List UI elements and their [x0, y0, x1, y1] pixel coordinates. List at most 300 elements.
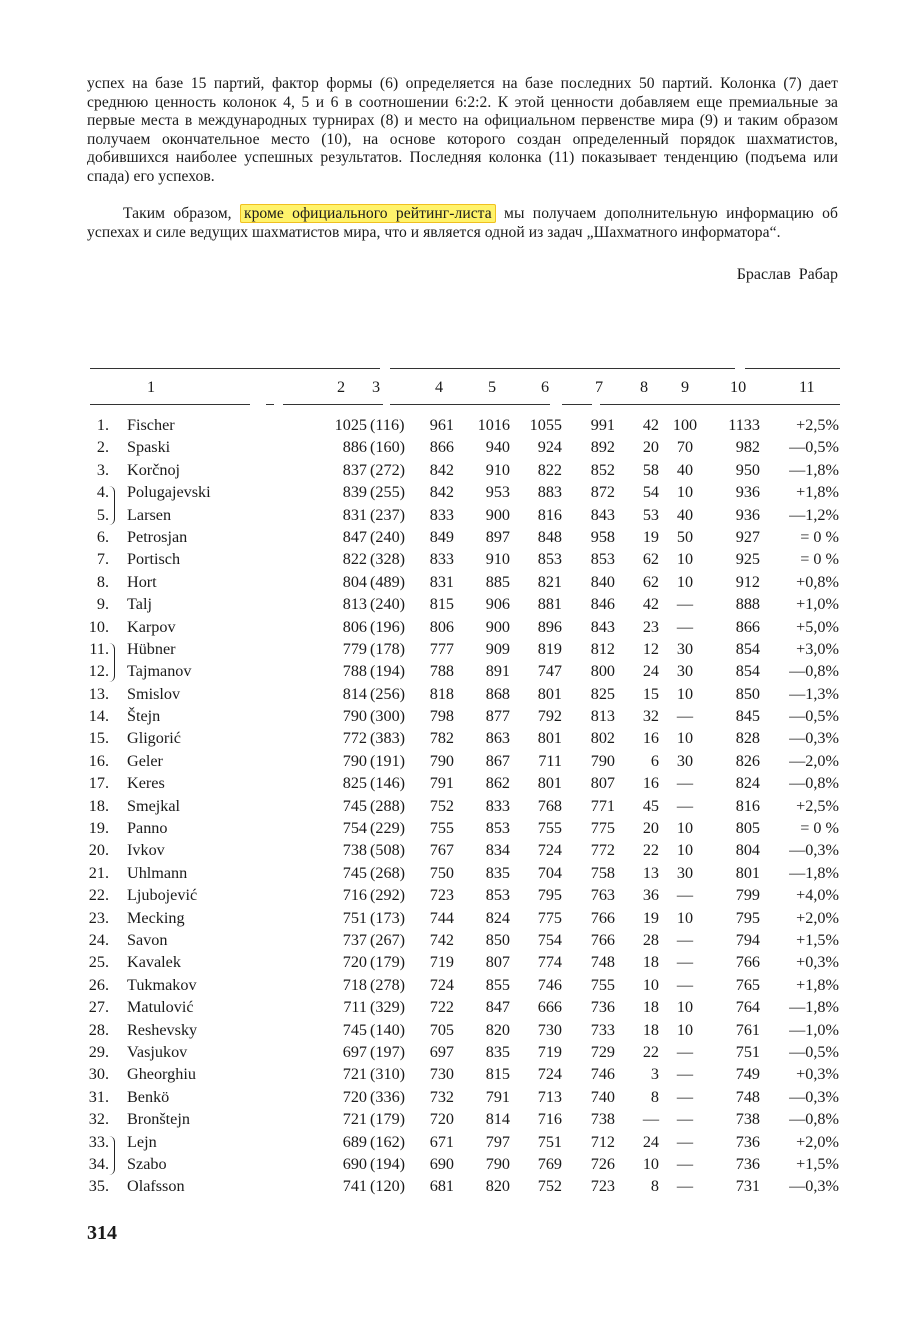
col-8-cell: 3 — [650, 1065, 659, 1084]
trend-cell: —0,5% — [789, 1042, 839, 1061]
col-4-cell: 697 — [429, 1042, 454, 1061]
player-name-cell: Spaski — [127, 438, 171, 457]
col-6-cell: 716 — [537, 1110, 562, 1129]
col-7-cell: 755 — [590, 975, 615, 994]
col-2-cell: 690 — [342, 1154, 367, 1173]
col-3-cell: (267) — [370, 930, 406, 949]
col-5-cell: 906 — [485, 595, 510, 614]
rank-cell: 13. — [88, 684, 109, 703]
rank-cell: 16. — [88, 751, 109, 770]
tie-brace — [109, 1136, 115, 1175]
table-row — [87, 1088, 842, 1110]
col-2-cell: 886 — [342, 438, 367, 457]
rank-cell: 20. — [88, 841, 109, 860]
col-9-cell: 100 — [672, 416, 698, 434]
col-10-cell: 795 — [735, 908, 760, 927]
col-10-cell: 950 — [735, 460, 760, 479]
col-5-cell: 835 — [485, 863, 510, 882]
col-4-cell: 790 — [429, 751, 454, 770]
trend-cell: —0,3% — [789, 1177, 839, 1196]
col-10-cell: 816 — [735, 796, 760, 815]
col-10-cell: 925 — [735, 550, 760, 569]
rank-cell: 33. — [88, 1132, 109, 1151]
col-3-cell: (256) — [370, 684, 406, 703]
col-6-cell: 754 — [537, 930, 562, 949]
col-10-cell: 749 — [735, 1065, 760, 1084]
trend-cell: +0,8% — [796, 572, 839, 591]
player-name-cell: Lejn — [127, 1132, 157, 1151]
col-2-cell: 831 — [342, 505, 367, 524]
col-9-cell: — — [676, 1042, 694, 1061]
col-6-cell: 775 — [537, 908, 562, 927]
col-4-cell: 723 — [429, 886, 454, 905]
col-7-cell: 802 — [590, 729, 615, 748]
col-7-cell: 846 — [590, 595, 615, 614]
col-9-cell: — — [676, 1110, 694, 1129]
table-row — [87, 573, 842, 595]
col-8-cell: 12 — [642, 639, 659, 658]
col-4-cell: 742 — [429, 930, 454, 949]
col-5-cell: 885 — [485, 572, 510, 591]
col-10-cell: 731 — [735, 1177, 760, 1196]
col-6-cell: 755 — [537, 819, 562, 838]
col-7-cell: 812 — [590, 639, 615, 658]
col-10-cell: 736 — [735, 1154, 760, 1173]
rank-cell: 5. — [96, 505, 109, 524]
col-2-cell: 772 — [342, 729, 367, 748]
col-10-cell: 850 — [735, 684, 760, 703]
col-7-cell: 775 — [590, 819, 615, 838]
col-3-cell: (237) — [370, 505, 406, 524]
trend-cell: —1,8% — [789, 863, 839, 882]
col-10-cell: 936 — [735, 505, 760, 524]
col-4-cell: 722 — [429, 998, 454, 1017]
col-6-cell: 752 — [537, 1177, 562, 1196]
col-6-cell: 704 — [537, 863, 562, 882]
col-9-cell: 30 — [676, 863, 694, 882]
table-row — [87, 1021, 842, 1043]
col-6-cell: 924 — [537, 438, 562, 457]
trend-cell: —2,0% — [789, 751, 839, 770]
col-7-cell: 738 — [590, 1110, 615, 1129]
trend-cell: +2,0% — [796, 908, 839, 927]
col-7-cell: 991 — [590, 416, 615, 434]
col-10-cell: 805 — [735, 819, 760, 838]
col-10-cell: 766 — [735, 953, 760, 972]
col-3-cell: (292) — [370, 886, 406, 905]
table-row — [87, 864, 842, 886]
col-8-cell: 23 — [642, 617, 659, 636]
col-6-cell: 724 — [537, 841, 562, 860]
rank-cell: 17. — [88, 774, 109, 793]
trend-cell: —1,2% — [789, 505, 839, 524]
rank-cell: 26. — [88, 975, 109, 994]
col-10-cell: 854 — [735, 639, 760, 658]
col-2-cell: 745 — [342, 796, 367, 815]
col-3-cell: (146) — [370, 774, 406, 793]
col-9-cell: 50 — [676, 527, 694, 546]
col-9-cell: — — [676, 1087, 694, 1106]
col-10-cell: 824 — [735, 774, 760, 793]
col-10-cell: 1133 — [728, 416, 760, 434]
col-3-cell: (140) — [370, 1020, 406, 1039]
col-7-cell: 872 — [590, 483, 615, 502]
col-6-cell: 730 — [537, 1020, 562, 1039]
col-8-cell: 53 — [642, 505, 659, 524]
col-8-cell: 6 — [650, 751, 659, 770]
col-9-cell: 10 — [676, 550, 694, 569]
col-5-cell: 853 — [485, 819, 510, 838]
player-name-cell: Korčnoj — [127, 460, 181, 479]
col-header-4: 4 — [435, 378, 444, 396]
col-10-cell: 799 — [735, 886, 760, 905]
col-9-cell: 10 — [676, 819, 694, 838]
col-5-cell: 855 — [485, 975, 510, 994]
col-6-cell: 666 — [537, 998, 562, 1017]
col-3-cell: (120) — [370, 1177, 406, 1196]
col-5-cell: 1016 — [477, 416, 510, 434]
col-7-cell: 736 — [590, 998, 615, 1017]
col-header-9: 9 — [681, 378, 690, 396]
col-7-cell: 766 — [590, 908, 615, 927]
col-header-5: 5 — [488, 378, 497, 396]
col-7-cell: 813 — [590, 707, 615, 726]
col-7-cell: 723 — [590, 1177, 615, 1196]
col-9-cell: — — [676, 1154, 694, 1173]
col-7-cell: 958 — [590, 527, 615, 546]
table-row — [87, 595, 842, 617]
player-name-cell: Gheorghiu — [127, 1065, 196, 1084]
col-6-cell: 821 — [537, 572, 562, 591]
player-name-cell: Štejn — [127, 707, 161, 726]
rank-cell: 18. — [88, 796, 109, 815]
col-9-cell: 30 — [676, 662, 694, 681]
table-row — [87, 819, 842, 841]
col-3-cell: (179) — [370, 953, 406, 972]
col-7-cell: 726 — [590, 1154, 615, 1173]
col-5-cell: 834 — [485, 841, 510, 860]
col-8-cell: 54 — [642, 483, 659, 502]
col-10-cell: 761 — [735, 1020, 760, 1039]
table-row — [87, 1133, 842, 1155]
col-3-cell: (310) — [370, 1065, 406, 1084]
col-3-cell: (268) — [370, 863, 406, 882]
col-2-cell: 721 — [342, 1110, 367, 1129]
paragraph-2-start: Таким образом, — [123, 205, 240, 222]
col-8-cell: 58 — [642, 460, 659, 479]
trend-cell: +0,3% — [796, 1065, 839, 1084]
col-10-cell: 888 — [735, 595, 760, 614]
col-header-11: 11 — [799, 378, 815, 396]
col-4-cell: 866 — [429, 438, 454, 457]
col-5-cell: 909 — [485, 639, 510, 658]
table-row — [87, 752, 842, 774]
col-7-cell: 807 — [590, 774, 615, 793]
player-name-cell: Keres — [127, 774, 165, 793]
col-4-cell: 831 — [429, 572, 454, 591]
player-name-cell: Tukmakov — [127, 975, 197, 994]
col-3-cell: (229) — [370, 819, 406, 838]
col-3-cell: (162) — [370, 1132, 406, 1151]
col-2-cell: 741 — [342, 1177, 367, 1196]
table-row — [87, 886, 842, 908]
col-5-cell: 867 — [485, 751, 510, 770]
col-2-cell: 718 — [342, 975, 367, 994]
col-4-cell: 744 — [429, 908, 454, 927]
trend-cell: +1,8% — [796, 975, 839, 994]
rank-cell: 19. — [88, 819, 109, 838]
col-4-cell: 798 — [429, 707, 454, 726]
col-5-cell: 862 — [485, 774, 510, 793]
col-10-cell: 748 — [735, 1087, 760, 1106]
col-8-cell: 19 — [642, 908, 659, 927]
col-4-cell: 833 — [429, 505, 454, 524]
col-4-cell: 788 — [429, 662, 454, 681]
col-8-cell: 32 — [642, 707, 659, 726]
col-6-cell: 768 — [537, 796, 562, 815]
col-4-cell: 777 — [429, 639, 454, 658]
trend-cell: —1,0% — [789, 1020, 839, 1039]
col-4-cell: 961 — [429, 416, 454, 434]
rank-cell: 6. — [96, 527, 109, 546]
col-8-cell: 20 — [642, 438, 659, 457]
col-3-cell: (173) — [370, 908, 406, 927]
col-4-cell: 690 — [429, 1154, 454, 1173]
col-3-cell: (240) — [370, 527, 406, 546]
col-2-cell: 813 — [342, 595, 367, 614]
player-name-cell: Bronštejn — [127, 1110, 190, 1129]
col-4-cell: 750 — [429, 863, 454, 882]
table-row — [87, 841, 842, 863]
col-4-cell: 705 — [429, 1020, 454, 1039]
table-row — [87, 729, 842, 751]
player-name-cell: Kavalek — [127, 953, 181, 972]
col-7-cell: 712 — [590, 1132, 615, 1151]
player-name-cell: Smislov — [127, 684, 181, 703]
table-body — [87, 416, 842, 1200]
col-4-cell: 842 — [429, 460, 454, 479]
col-2-cell: 779 — [342, 639, 367, 658]
col-4-cell: 806 — [429, 617, 454, 636]
col-9-cell: — — [676, 1132, 694, 1151]
col-2-cell: 790 — [342, 707, 367, 726]
col-4-cell: 767 — [429, 841, 454, 860]
rank-cell: 29. — [88, 1042, 109, 1061]
rank-cell: 34. — [88, 1154, 109, 1173]
col-5-cell: 807 — [485, 953, 510, 972]
player-name-cell: Reshevsky — [127, 1020, 198, 1039]
col-10-cell: 736 — [735, 1132, 760, 1151]
col-5-cell: 820 — [485, 1177, 510, 1196]
player-name-cell: Polugajevski — [127, 483, 211, 502]
col-8-cell: 19 — [642, 527, 659, 546]
col-6-cell: 801 — [537, 774, 562, 793]
col-7-cell: 843 — [590, 505, 615, 524]
table-row — [87, 685, 842, 707]
col-7-cell: 825 — [590, 684, 615, 703]
player-name-cell: Larsen — [127, 505, 172, 524]
col-3-cell: (272) — [370, 460, 406, 479]
col-8-cell: 45 — [642, 796, 659, 815]
col-4-cell: 791 — [429, 774, 454, 793]
player-name-cell: Panno — [127, 819, 168, 838]
player-name-cell: Olafsson — [127, 1177, 185, 1196]
col-3-cell: (328) — [370, 550, 406, 569]
col-10-cell: 936 — [735, 483, 760, 502]
col-9-cell: 40 — [676, 460, 694, 479]
col-9-cell: 70 — [676, 438, 694, 457]
player-name-cell: Talj — [127, 595, 152, 614]
col-3-cell: (191) — [370, 751, 406, 770]
col-8-cell: 15 — [642, 684, 659, 703]
col-6-cell: 792 — [537, 707, 562, 726]
rank-cell: 9. — [96, 595, 109, 614]
player-name-cell: Uhlmann — [127, 863, 188, 882]
col-10-cell: 982 — [735, 438, 760, 457]
player-name-cell: Matulović — [127, 998, 194, 1017]
col-2-cell: 721 — [342, 1065, 367, 1084]
trend-cell: —0,5% — [789, 707, 839, 726]
col-9-cell: 10 — [676, 684, 694, 703]
player-name-cell: Fischer — [127, 416, 175, 434]
col-3-cell: (255) — [370, 483, 406, 502]
rank-cell: 1. — [96, 416, 109, 434]
col-9-cell: — — [676, 595, 694, 614]
rank-cell: 15. — [88, 729, 109, 748]
col-3-cell: (179) — [370, 1110, 406, 1129]
table-row — [87, 976, 842, 998]
rank-cell: 22. — [88, 886, 109, 905]
col-4-cell: 720 — [429, 1110, 454, 1129]
col-2-cell: 720 — [342, 1087, 367, 1106]
col-5-cell: 897 — [485, 527, 510, 546]
col-5-cell: 847 — [485, 998, 510, 1017]
rank-cell: 8. — [96, 572, 109, 591]
col-header-7: 7 — [595, 378, 604, 396]
rank-cell: 14. — [88, 707, 109, 726]
player-name-cell: Petrosjan — [127, 527, 188, 546]
col-9-cell: 10 — [676, 841, 694, 860]
col-2-cell: 697 — [342, 1042, 367, 1061]
col-7-cell: 733 — [590, 1020, 615, 1039]
col-9-cell: — — [676, 707, 694, 726]
table-row — [87, 797, 842, 819]
player-name-cell: Vasjukov — [127, 1042, 188, 1061]
table-row — [87, 1065, 842, 1087]
trend-cell: —0,8% — [789, 662, 839, 681]
rank-cell: 21. — [88, 863, 109, 882]
col-6-cell: 724 — [537, 1065, 562, 1084]
col-4-cell: 755 — [429, 819, 454, 838]
col-2-cell: 790 — [342, 751, 367, 770]
table-top-rule — [390, 368, 735, 369]
col-4-cell: 833 — [429, 550, 454, 569]
col-6-cell: 848 — [537, 527, 562, 546]
page-number: 314 — [87, 1222, 117, 1244]
col-10-cell: 826 — [735, 751, 760, 770]
table-row — [87, 1177, 842, 1199]
col-5-cell: 868 — [485, 684, 510, 703]
col-8-cell: 8 — [650, 1087, 659, 1106]
col-5-cell: 910 — [485, 460, 510, 479]
author-signature: Браслав Рабар — [736, 266, 838, 283]
rank-cell: 24. — [88, 930, 109, 949]
col-8-cell: 18 — [642, 998, 659, 1017]
player-name-cell: Ljubojević — [127, 886, 198, 905]
rank-cell: 28. — [88, 1020, 109, 1039]
rank-cell: 31. — [88, 1087, 109, 1106]
col-6-cell: 1055 — [529, 416, 562, 434]
highlighted-phrase[interactable]: кроме официального рейтинг-листа — [240, 204, 496, 223]
col-5-cell: 820 — [485, 1020, 510, 1039]
col-4-cell: 671 — [429, 1132, 454, 1151]
col-2-cell: 822 — [342, 550, 367, 569]
col-6-cell: 713 — [537, 1087, 562, 1106]
col-2-cell: 745 — [342, 1020, 367, 1039]
rank-cell: 32. — [88, 1110, 109, 1129]
col-4-cell: 815 — [429, 595, 454, 614]
col-3-cell: (116) — [370, 416, 405, 434]
col-3-cell: (329) — [370, 998, 406, 1017]
col-8-cell: 10 — [642, 1154, 659, 1173]
col-8-cell: 24 — [642, 1132, 659, 1151]
col-8-cell: 22 — [642, 1042, 659, 1061]
col-6-cell: 719 — [537, 1042, 562, 1061]
col-2-cell: 754 — [342, 819, 367, 838]
col-7-cell: 892 — [590, 438, 615, 457]
table-row — [87, 662, 842, 684]
rank-cell: 25. — [88, 953, 109, 972]
paragraph-2-end: мы получаем дополнительную информацию об успехах и силе ведущих шахматистов мира, что и является одной из задач „Шахматного информатора“. — [87, 205, 839, 241]
player-name-cell: Hort — [127, 572, 157, 591]
table-row — [87, 528, 842, 550]
player-name-cell: Ivkov — [127, 841, 165, 860]
col-5-cell: 835 — [485, 1042, 510, 1061]
col-6-cell: 801 — [537, 729, 562, 748]
table-header — [87, 375, 842, 405]
col-8-cell: 18 — [642, 1020, 659, 1039]
col-5-cell: 863 — [485, 729, 510, 748]
trend-cell: +5,0% — [796, 617, 839, 636]
trend-cell: = 0 % — [800, 550, 839, 569]
col-4-cell: 719 — [429, 953, 454, 972]
trend-cell: —0,8% — [789, 1110, 839, 1129]
col-2-cell: 814 — [342, 684, 367, 703]
table-row — [87, 707, 842, 729]
col-6-cell: 853 — [537, 550, 562, 569]
col-6-cell: 883 — [537, 483, 562, 502]
rating-table — [87, 375, 842, 1196]
col-10-cell: 866 — [735, 617, 760, 636]
col-7-cell: 853 — [590, 550, 615, 569]
trend-cell: +2,0% — [796, 1132, 839, 1151]
col-7-cell: 763 — [590, 886, 615, 905]
col-9-cell: — — [676, 1177, 694, 1196]
table-row — [87, 461, 842, 483]
table-top-rule — [745, 368, 840, 369]
rank-cell: 10. — [88, 617, 109, 636]
col-2-cell: 804 — [342, 572, 367, 591]
col-9-cell: 30 — [676, 751, 694, 770]
rank-cell: 3. — [96, 460, 109, 479]
trend-cell: —1,8% — [789, 460, 839, 479]
col-9-cell: — — [676, 886, 694, 905]
trend-cell: +2,5% — [796, 796, 839, 815]
col-2-cell: 720 — [342, 953, 367, 972]
col-5-cell: 850 — [485, 930, 510, 949]
col-header-2: 2 — [337, 378, 346, 396]
col-6-cell: 795 — [537, 886, 562, 905]
